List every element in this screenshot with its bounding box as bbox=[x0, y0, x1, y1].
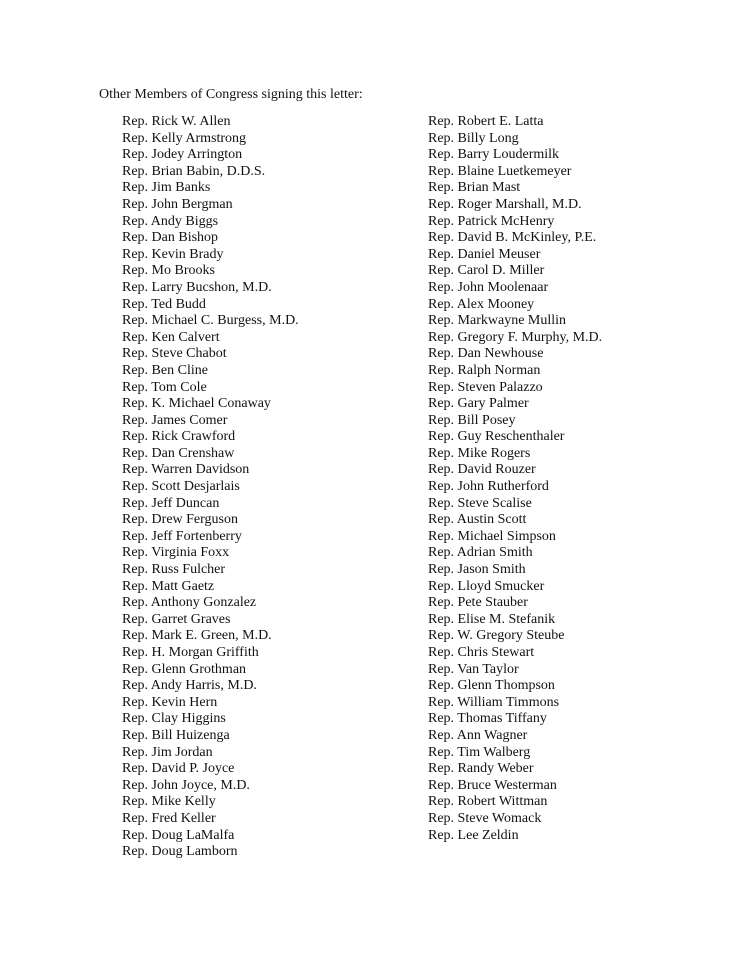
signer-name: Rep. Russ Fulcher bbox=[122, 562, 226, 578]
signer-name: Rep. Mark E. Green, M.D. bbox=[122, 628, 272, 644]
signer-name: Rep. Ben Cline bbox=[122, 362, 208, 378]
signer-name: Rep. Dan Bishop bbox=[122, 230, 219, 246]
signer-name: Rep. Warren Davidson bbox=[122, 462, 250, 478]
signer-name: Rep. Michael Simpson bbox=[428, 528, 556, 544]
signer-name: Rep. Mo Brooks bbox=[122, 263, 215, 279]
signer-name: Rep. Gregory F. Murphy, M.D. bbox=[428, 329, 603, 345]
signer-name: Rep. John Bergman bbox=[122, 196, 233, 212]
signer-name: Rep. Brian Babin, D.D.S. bbox=[122, 163, 266, 179]
signer-name: Rep. Fred Keller bbox=[122, 810, 216, 826]
signer-name: Rep. Thomas Tiffany bbox=[428, 711, 547, 727]
signer-name: Rep. K. Michael Conaway bbox=[122, 396, 271, 412]
signer-name: Rep. James Comer bbox=[122, 412, 228, 428]
signer-name: Rep. Mike Kelly bbox=[122, 794, 216, 810]
signer-name: Rep. Jodey Arrington bbox=[122, 147, 243, 163]
signer-name: Rep. Scott Desjarlais bbox=[122, 479, 240, 495]
signer-name: Rep. Andy Biggs bbox=[122, 213, 219, 229]
signer-name: Rep. Jim Banks bbox=[122, 180, 211, 196]
signer-name: Rep. Steve Chabot bbox=[122, 346, 227, 362]
signer-name: Rep. Mike Rogers bbox=[428, 445, 531, 461]
signer-name: Rep. Clay Higgins bbox=[122, 711, 226, 727]
signer-name: Rep. Robert E. Latta bbox=[428, 114, 544, 129]
signers-column-left bbox=[122, 114, 299, 861]
signer-name: Rep. Doug Lamborn bbox=[122, 844, 238, 860]
signer-name: Rep. Glenn Thompson bbox=[428, 678, 555, 694]
signer-name: Rep. Kelly Armstrong bbox=[122, 130, 247, 146]
signer-name: Rep. Bruce Westerman bbox=[428, 777, 557, 793]
signer-name: Rep. Van Taylor bbox=[428, 661, 519, 677]
signer-name: Rep. Ralph Norman bbox=[428, 362, 541, 378]
signer-name: Rep. Blaine Luetkemeyer bbox=[428, 163, 572, 179]
signer-name: Rep. Rick Crawford bbox=[122, 429, 236, 445]
signer-name: Rep. Ken Calvert bbox=[122, 329, 220, 345]
signer-name: Rep. H. Morgan Griffith bbox=[122, 645, 259, 660]
signer-name: Rep. Roger Marshall, M.D. bbox=[428, 196, 582, 212]
signer-name: Rep. Ann Wagner bbox=[428, 727, 528, 743]
signer-name: Rep. Garret Graves bbox=[122, 611, 231, 627]
signer-name: Rep. Carol D. Miller bbox=[428, 263, 545, 279]
signer-name: Rep. Kevin Brady bbox=[122, 246, 224, 262]
signer-name: Rep. Rick W. Allen bbox=[122, 114, 231, 129]
signer-name: Rep. Markwayne Mullin bbox=[428, 313, 567, 329]
signer-name: Rep. William Timmons bbox=[428, 694, 560, 710]
signer-name: Rep. Jim Jordan bbox=[122, 744, 213, 760]
signer-name: Rep. Jeff Duncan bbox=[122, 495, 220, 511]
signer-name: Rep. Pete Stauber bbox=[428, 595, 528, 611]
signer-name: Rep. Steve Scalise bbox=[428, 495, 532, 511]
signer-name: Rep. David P. Joyce bbox=[122, 761, 235, 777]
signer-name: Rep. Bill Posey bbox=[428, 412, 516, 428]
signer-name: Rep. Dan Newhouse bbox=[428, 346, 544, 362]
signer-name: Rep. Billy Long bbox=[428, 130, 519, 146]
signer-name: Rep. David Rouzer bbox=[428, 462, 536, 478]
signer-name: Rep. John Rutherford bbox=[428, 479, 549, 495]
signer-name: Rep. Steve Womack bbox=[428, 810, 542, 826]
signer-name: Rep. Guy Reschenthaler bbox=[428, 429, 565, 445]
signer-name: Rep. Tom Cole bbox=[122, 379, 207, 395]
signer-name: Rep. John Moolenaar bbox=[428, 279, 549, 295]
signer-name: Rep. Tim Walberg bbox=[428, 744, 531, 760]
signer-name: Rep. Lee Zeldin bbox=[428, 827, 519, 843]
signer-name: Rep. Lloyd Smucker bbox=[428, 578, 545, 594]
signer-name: Rep. Elise M. Stefanik bbox=[428, 611, 556, 627]
signer-name: Rep. Robert Wittman bbox=[428, 794, 548, 810]
signer-name: Rep. Larry Bucshon, M.D. bbox=[122, 279, 272, 295]
signer-name: Rep. Patrick McHenry bbox=[428, 213, 555, 229]
signer-name: Rep. Anthony Gonzalez bbox=[122, 595, 257, 611]
signer-name: Rep. Adrian Smith bbox=[428, 545, 533, 561]
signer-name: Rep. Jason Smith bbox=[428, 562, 526, 578]
signer-name: Rep. Virginia Foxx bbox=[122, 545, 230, 561]
signer-name: Rep. Bill Huizenga bbox=[122, 727, 230, 743]
signer-name: Rep. Steven Palazzo bbox=[428, 379, 543, 395]
signer-name: Rep. John Joyce, M.D. bbox=[122, 777, 250, 793]
signer-name: Rep. Michael C. Burgess, M.D. bbox=[122, 313, 299, 329]
signer-name: Rep. Ted Budd bbox=[122, 296, 206, 312]
signer-name: Rep. Barry Loudermilk bbox=[428, 147, 560, 163]
signer-name: Rep. Brian Mast bbox=[428, 180, 521, 196]
signer-name: Rep. Kevin Hern bbox=[122, 694, 218, 710]
signer-name: Rep. Matt Gaetz bbox=[122, 578, 215, 594]
signer-name: Rep. David B. McKinley, P.E. bbox=[428, 230, 597, 246]
signer-name: Rep. Daniel Meuser bbox=[428, 246, 541, 262]
signer-name: Rep. Alex Mooney bbox=[428, 296, 535, 312]
signer-name: Rep. Drew Ferguson bbox=[122, 512, 239, 528]
signer-name: Rep. W. Gregory Steube bbox=[428, 628, 565, 644]
signer-name: Rep. Dan Crenshaw bbox=[122, 445, 235, 461]
signer-name: Rep. Andy Harris, M.D. bbox=[122, 678, 257, 694]
signer-name: Rep. Glenn Grothman bbox=[122, 661, 247, 677]
signer-name: Rep. Randy Weber bbox=[428, 761, 534, 777]
list-heading: Other Members of Congress signing this letter: bbox=[99, 87, 363, 102]
signer-name: Rep. Gary Palmer bbox=[428, 396, 529, 412]
signer-name: Rep. Chris Stewart bbox=[428, 645, 535, 660]
signer-name: Rep. Jeff Fortenberry bbox=[122, 528, 242, 544]
signer-name: Rep. Austin Scott bbox=[428, 512, 527, 528]
signer-name: Rep. Doug LaMalfa bbox=[122, 827, 235, 843]
signers-column-right bbox=[428, 114, 602, 844]
